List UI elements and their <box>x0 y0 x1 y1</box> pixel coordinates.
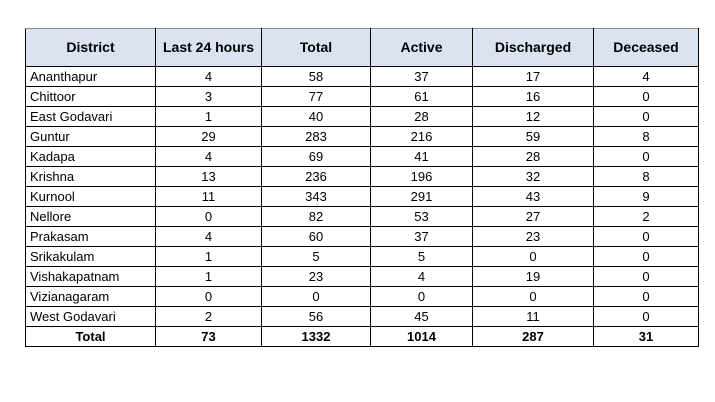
cell-total: 40 <box>262 107 371 127</box>
cell-total: 56 <box>262 307 371 327</box>
total-last-24-hours: 73 <box>156 327 262 347</box>
cell-last-24-hours: 0 <box>156 207 262 227</box>
cell-discharged: 59 <box>473 127 594 147</box>
cell-active: 37 <box>371 227 473 247</box>
header-total: Total <box>262 29 371 67</box>
cell-district: West Godavari <box>26 307 156 327</box>
cell-deceased: 0 <box>594 247 699 267</box>
cell-district: Vizianagaram <box>26 287 156 307</box>
cell-district: Chittoor <box>26 87 156 107</box>
cell-discharged: 19 <box>473 267 594 287</box>
cell-last-24-hours: 2 <box>156 307 262 327</box>
cell-deceased: 4 <box>594 67 699 87</box>
cell-deceased: 0 <box>594 107 699 127</box>
table-row <box>26 107 699 127</box>
cell-discharged: 32 <box>473 167 594 187</box>
cell-last-24-hours: 13 <box>156 167 262 187</box>
table-row <box>26 307 699 327</box>
table-row <box>26 67 699 87</box>
cell-deceased: 8 <box>594 167 699 187</box>
total-discharged: 287 <box>473 327 594 347</box>
cell-deceased: 0 <box>594 267 699 287</box>
cell-district: East Godavari <box>26 107 156 127</box>
table-row <box>26 147 699 167</box>
cell-deceased: 2 <box>594 207 699 227</box>
cell-active: 53 <box>371 207 473 227</box>
cell-active: 41 <box>371 147 473 167</box>
cell-total: 0 <box>262 287 371 307</box>
table-row <box>26 227 699 247</box>
cell-deceased: 0 <box>594 87 699 107</box>
cell-last-24-hours: 4 <box>156 67 262 87</box>
cell-district: Kadapa <box>26 147 156 167</box>
cell-active: 37 <box>371 67 473 87</box>
cell-active: 196 <box>371 167 473 187</box>
cell-district: Vishakapatnam <box>26 267 156 287</box>
cell-total: 82 <box>262 207 371 227</box>
cell-district: Guntur <box>26 127 156 147</box>
cell-discharged: 0 <box>473 247 594 267</box>
cell-discharged: 0 <box>473 287 594 307</box>
cell-discharged: 17 <box>473 67 594 87</box>
header-active: Active <box>371 29 473 67</box>
cell-active: 291 <box>371 187 473 207</box>
cell-active: 61 <box>371 87 473 107</box>
cell-total: 5 <box>262 247 371 267</box>
total-row <box>26 327 699 347</box>
district-table-container <box>25 28 698 347</box>
cell-active: 216 <box>371 127 473 147</box>
cell-active: 28 <box>371 107 473 127</box>
cell-discharged: 23 <box>473 227 594 247</box>
cell-district: Krishna <box>26 167 156 187</box>
cell-discharged: 11 <box>473 307 594 327</box>
total-label: Total <box>26 327 156 347</box>
cell-last-24-hours: 11 <box>156 187 262 207</box>
cell-discharged: 43 <box>473 187 594 207</box>
cell-district: Nellore <box>26 207 156 227</box>
total-deceased: 31 <box>594 327 699 347</box>
cell-total: 58 <box>262 67 371 87</box>
table-header-row <box>26 29 699 67</box>
cell-district: Srikakulam <box>26 247 156 267</box>
cell-last-24-hours: 29 <box>156 127 262 147</box>
cell-last-24-hours: 4 <box>156 227 262 247</box>
cell-last-24-hours: 4 <box>156 147 262 167</box>
cell-district: Kurnool <box>26 187 156 207</box>
cell-discharged: 16 <box>473 87 594 107</box>
cell-total: 60 <box>262 227 371 247</box>
cell-last-24-hours: 1 <box>156 267 262 287</box>
table-row <box>26 287 699 307</box>
cell-last-24-hours: 1 <box>156 107 262 127</box>
header-deceased: Deceased <box>594 29 699 67</box>
cell-last-24-hours: 0 <box>156 287 262 307</box>
table-row <box>26 267 699 287</box>
table-row <box>26 167 699 187</box>
cell-discharged: 27 <box>473 207 594 227</box>
cell-deceased: 0 <box>594 227 699 247</box>
cell-active: 4 <box>371 267 473 287</box>
cell-active: 45 <box>371 307 473 327</box>
cell-total: 69 <box>262 147 371 167</box>
cell-last-24-hours: 3 <box>156 87 262 107</box>
cell-deceased: 0 <box>594 307 699 327</box>
total-active: 1014 <box>371 327 473 347</box>
cell-active: 0 <box>371 287 473 307</box>
cell-total: 343 <box>262 187 371 207</box>
cell-total: 236 <box>262 167 371 187</box>
cell-deceased: 0 <box>594 287 699 307</box>
cell-deceased: 8 <box>594 127 699 147</box>
cell-discharged: 12 <box>473 107 594 127</box>
cell-total: 23 <box>262 267 371 287</box>
cell-district: Prakasam <box>26 227 156 247</box>
cell-active: 5 <box>371 247 473 267</box>
table-row <box>26 207 699 227</box>
table-body <box>26 67 699 327</box>
table-row <box>26 87 699 107</box>
table-row <box>26 127 699 147</box>
district-covid-table <box>25 28 699 347</box>
cell-district: Ananthapur <box>26 67 156 87</box>
cell-deceased: 0 <box>594 147 699 167</box>
header-last-24-hours: Last 24 hours <box>156 29 262 67</box>
table-row <box>26 247 699 267</box>
cell-total: 283 <box>262 127 371 147</box>
cell-total: 77 <box>262 87 371 107</box>
cell-discharged: 28 <box>473 147 594 167</box>
header-district: District <box>26 29 156 67</box>
total-total: 1332 <box>262 327 371 347</box>
cell-last-24-hours: 1 <box>156 247 262 267</box>
header-discharged: Discharged <box>473 29 594 67</box>
table-row <box>26 187 699 207</box>
cell-deceased: 9 <box>594 187 699 207</box>
